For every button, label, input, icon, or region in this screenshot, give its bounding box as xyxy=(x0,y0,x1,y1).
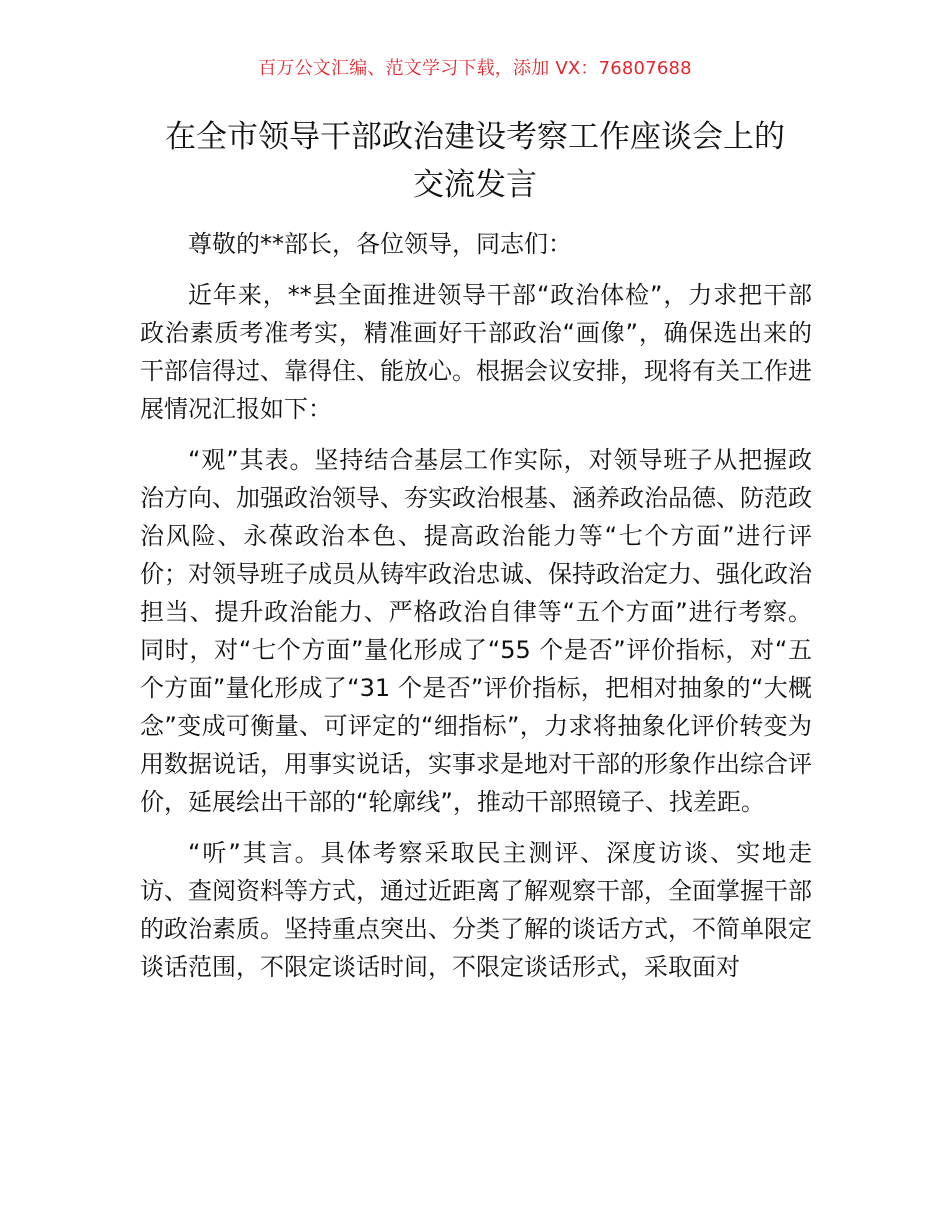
document-title xyxy=(100,113,850,209)
paragraph-intro: 近年来，**县全面推进领导干部“政治体检”，力求把干部政治素质考准考实，精准画好干部政治“画像”，确保选出来的干部信得过、靠得住、能放心。根据会议安排，现将有关工作进展情况汇报如下： xyxy=(140,281,812,423)
title-line-1: 在全市领导干部政治建设考察工作座谈会上的 xyxy=(165,119,785,155)
paragraph-observe: “观”其表。坚持结合基层工作实际，对领导班子从把握政治方向、加强政治领导、夯实政治根基、涵养政治品德、防范政治风险、永葆政治本色、提高政治能力等“七个方面”进行评价；对领导班子成员从铸牢政治忠诚、保持政治定力、强化政治担当、提升政治能力、严格政治自律等“五个方面”进行考察。同时，对“七个方面”量化形成了“55 个是否”评价指标，对“五个方面”量化形成了“31 个是否”评价指标，把相对抽象的“大概念”变成可衡量、可评定的“细指标”，力求将抽象化评价转变为用数据说话，用事实说话，实事求是地对干部的形象作出综合评价，延展绘出干部的“轮廓线”，推动干部照镜子、找差距。 xyxy=(140,446,812,816)
title-line-2: 交流发言 xyxy=(413,167,537,203)
watermark-text: 百万公文汇编、范文学习下载，添加 VX：76807688 xyxy=(258,58,692,79)
document-body xyxy=(140,225,812,999)
greeting: 尊敬的**部长，各位领导，同志们： xyxy=(188,230,572,258)
paragraph-listen: “听”其言。具体考察采取民主测评、深度访谈、实地走访、查阅资料等方式，通过近距离了解观察干部，全面掌握干部的政治素质。坚持重点突出、分类了解的谈话方式，不简单限定谈话范围，不限定谈话时间，不限定谈话形式，采取面对 xyxy=(140,839,812,981)
